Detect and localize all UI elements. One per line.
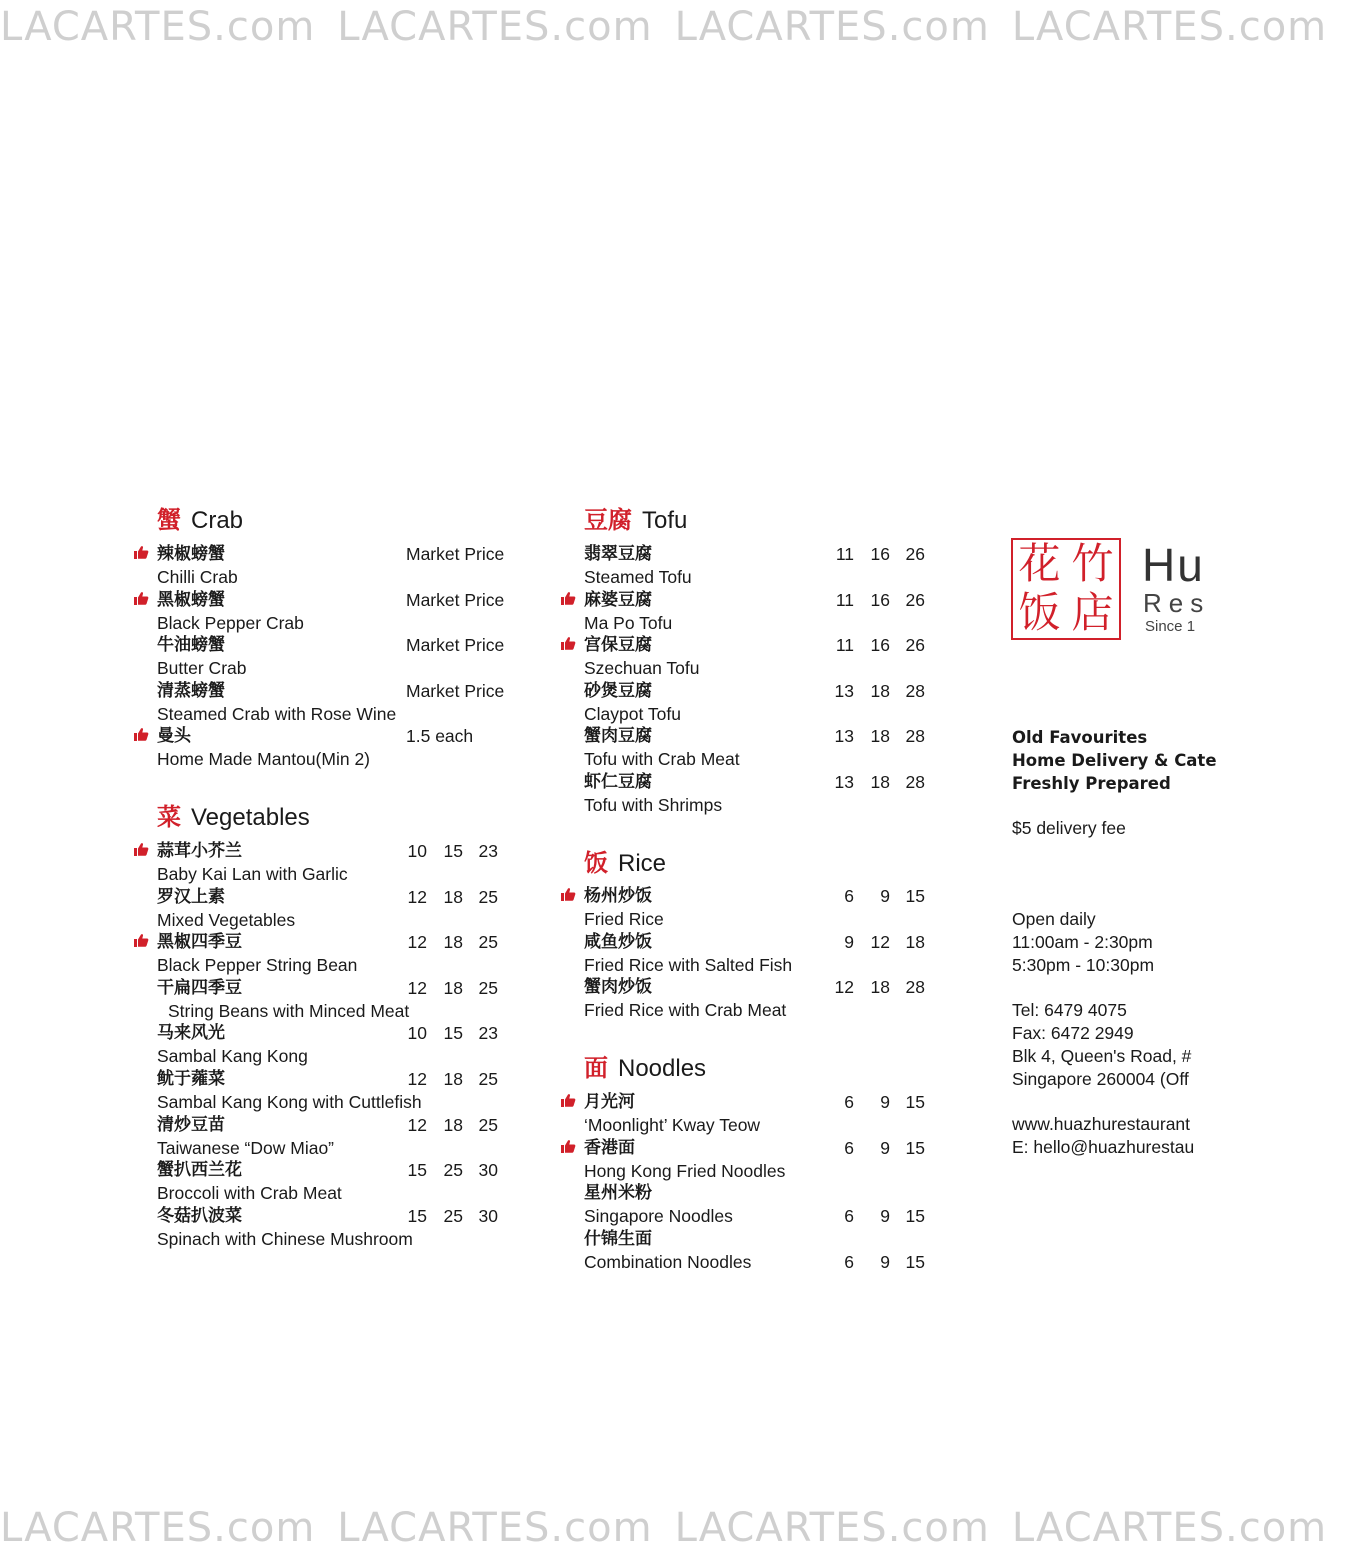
- section-heading-tofu: 豆腐 Tofu: [584, 506, 688, 534]
- price-small: 12: [407, 1069, 427, 1089]
- price-medium: 18: [443, 886, 463, 907]
- section-heading-noodles: 面 Noodles: [584, 1054, 707, 1082]
- dish-name-chinese: 宫保豆腐: [584, 635, 652, 656]
- dish-name-chinese: 咸鱼炒饭: [584, 931, 652, 952]
- price-medium: 16: [870, 589, 890, 610]
- dish-name-chinese: 冬菇扒波菜: [157, 1205, 242, 1226]
- price-medium: 9: [880, 1092, 890, 1112]
- menu-item-vegetables: [157, 886, 557, 932]
- menu-item-vegetables: [157, 1068, 557, 1114]
- dish-name-chinese: 蟹肉豆腐: [584, 726, 652, 747]
- menu-item-vegetables: [157, 840, 557, 886]
- dish-name-english: Szechuan Tofu: [584, 658, 700, 679]
- watermark-top: LACARTES.com LACARTES.com LACARTES.com LACARTES.com: [0, 4, 1328, 50]
- dish-name-english: Home Made Mantou(Min 2): [157, 749, 370, 770]
- dish-name-chinese: 黑椒螃蟹: [157, 589, 225, 610]
- dish-name-chinese: 香港面: [584, 1137, 635, 1158]
- price-large: 25: [478, 1114, 498, 1135]
- menu-item-tofu: [584, 543, 984, 589]
- menu-item-tofu: [584, 725, 984, 771]
- telephone: Tel: 6479 4075: [1012, 1000, 1127, 1020]
- menu-item-crab: [157, 634, 557, 680]
- thumbs-up-icon: [560, 1139, 576, 1153]
- price-small: 6: [844, 1206, 854, 1227]
- dish-price: Market Price: [406, 635, 505, 656]
- dish-name-english: Singapore Noodles: [584, 1206, 733, 1227]
- email-link[interactable]: E: hello@huazhurestau: [1012, 1137, 1195, 1157]
- dish-name-english: Combination Noodles: [584, 1251, 752, 1272]
- price-medium: 9: [880, 886, 890, 906]
- dish-name-chinese: 虾仁豆腐: [584, 772, 652, 792]
- price-large: 25: [478, 1069, 498, 1089]
- price-medium: 18: [443, 1114, 463, 1135]
- price-medium: 16: [870, 544, 890, 564]
- dish-name-chinese: 马来风光: [157, 1023, 225, 1044]
- menu-item-vegetables: [157, 1205, 557, 1251]
- menu-item-crab: [157, 543, 557, 589]
- dish-name-chinese: 牛油螃蟹: [157, 635, 225, 656]
- price-medium: 16: [870, 635, 890, 656]
- dish-name-chinese: 杨州炒饭: [584, 886, 652, 906]
- watermark-bottom: LACARTES.com LACARTES.com LACARTES.com LACARTES.com: [0, 1505, 1328, 1551]
- thumbs-up-icon: [133, 545, 149, 559]
- price-medium: 18: [443, 1069, 463, 1089]
- price-large: 28: [905, 772, 925, 792]
- price-small: 12: [407, 1114, 427, 1135]
- price-medium: 9: [880, 1251, 890, 1272]
- dish-name-chinese: 星州米粉: [584, 1183, 652, 1204]
- dish-price: 1.5 each: [406, 726, 474, 747]
- restaurant-logo: 花 竹 饭 店: [1011, 538, 1121, 640]
- price-small: 11: [835, 544, 854, 564]
- price-small: 6: [844, 1137, 854, 1158]
- dish-name-chinese: 砂煲豆腐: [584, 680, 652, 701]
- section-heading-crab: 蟹 Crab: [157, 506, 244, 534]
- dish-name-chinese: 黑椒四季豆: [157, 932, 242, 953]
- dish-name-english: Broccoli with Crab Meat: [157, 1183, 342, 1204]
- dish-name-english: Mixed Vegetables: [157, 909, 296, 930]
- menu-item-rice: [584, 976, 984, 1022]
- dish-name-english: Sambal Kang Kong: [157, 1046, 308, 1067]
- price-small: 6: [844, 1251, 854, 1272]
- price-small: 9: [844, 931, 854, 952]
- dish-name-chinese: 罗汉上素: [157, 886, 225, 907]
- delivery-fee: $5 delivery fee: [1012, 818, 1126, 838]
- price-medium: 12: [870, 931, 890, 952]
- price-medium: 9: [880, 1206, 890, 1227]
- price-large: 25: [478, 977, 498, 998]
- section-heading-vegetables: 菜 Vegetables: [157, 803, 310, 831]
- dish-name-chinese: 月光河: [584, 1092, 635, 1112]
- menu-item-rice: [584, 931, 984, 977]
- price-large: 30: [478, 1205, 498, 1226]
- dish-name-english: Steamed Crab with Rose Wine: [157, 703, 397, 724]
- dish-name-english: Spinach with Chinese Mushroom: [157, 1228, 413, 1249]
- menu-item-tofu: [584, 680, 984, 726]
- menu-item-rice: [584, 885, 984, 931]
- price-small: 13: [834, 680, 854, 701]
- menu-item-vegetables: [157, 1159, 557, 1205]
- price-small: 11: [835, 589, 854, 610]
- dish-name-english: Taiwanese “Dow Miao”: [157, 1137, 335, 1158]
- menu-item-crab: [157, 680, 557, 726]
- restaurant-subtitle: Res: [1143, 588, 1211, 618]
- price-large: 28: [905, 680, 925, 701]
- price-small: 10: [407, 1023, 427, 1044]
- menu-item-noodles: [584, 1228, 984, 1274]
- dish-name-chinese: 清炒豆苗: [157, 1114, 225, 1135]
- price-small: 6: [844, 886, 854, 906]
- price-large: 30: [478, 1160, 498, 1181]
- price-small: 12: [407, 932, 427, 953]
- dish-name-english: Sambal Kang Kong with Cuttlefish: [157, 1092, 422, 1112]
- dish-name-chinese: 鱿于蕹菜: [157, 1069, 225, 1089]
- dish-name-english: Fried Rice with Salted Fish: [584, 954, 793, 975]
- price-small: 13: [834, 726, 854, 747]
- menu-item-noodles: [584, 1182, 984, 1228]
- price-large: 15: [905, 886, 925, 906]
- menu-item-vegetables: [157, 931, 557, 977]
- menu-item-crab: [157, 589, 557, 635]
- price-medium: 25: [443, 1205, 463, 1226]
- thumbs-up-icon: [560, 887, 576, 901]
- price-small: 11: [835, 635, 854, 656]
- dish-name-chinese: 麻婆豆腐: [584, 589, 652, 610]
- price-small: 15: [407, 1160, 427, 1181]
- dish-name-english: Claypot Tofu: [584, 703, 681, 724]
- menu-item-vegetables: [157, 977, 557, 1023]
- section-heading-rice: 饭 Rice: [584, 849, 667, 877]
- thumbs-up-icon: [560, 1093, 576, 1107]
- price-small: 12: [407, 977, 427, 998]
- dish-name-english: Fried Rice: [584, 909, 664, 929]
- dish-name-chinese: 清蒸螃蟹: [157, 680, 225, 701]
- price-medium: 18: [870, 680, 890, 701]
- price-small: 6: [844, 1092, 854, 1112]
- menu-item-noodles: [584, 1091, 984, 1137]
- menu-item-tofu: [584, 771, 984, 817]
- dish-name-english: Ma Po Tofu: [584, 612, 673, 633]
- price-medium: 18: [870, 772, 890, 792]
- dish-name-chinese: 蒜茸小芥兰: [157, 841, 242, 861]
- dish-name-chinese: 干扁四季豆: [157, 977, 242, 998]
- price-large: 15: [905, 1092, 925, 1112]
- dish-name-english: Black Pepper Crab: [157, 612, 304, 633]
- restaurant-since: Since 1: [1145, 618, 1196, 635]
- menu-item-crab: [157, 725, 557, 771]
- thumbs-up-icon: [560, 636, 576, 650]
- menu-item-vegetables: [157, 1022, 557, 1068]
- price-large: 26: [905, 544, 925, 564]
- price-small: 12: [407, 886, 427, 907]
- dish-name-chinese: 曼头: [157, 726, 191, 747]
- price-small: 12: [834, 977, 854, 998]
- price-medium: 18: [870, 726, 890, 747]
- dish-name-chinese: 辣椒螃蟹: [157, 544, 225, 564]
- price-medium: 18: [870, 977, 890, 998]
- thumbs-up-icon: [133, 591, 149, 605]
- thumbs-up-icon: [560, 591, 576, 605]
- menu-item-noodles: [584, 1137, 984, 1183]
- dish-name-english: Black Pepper String Bean: [157, 955, 358, 976]
- thumbs-up-icon: [133, 727, 149, 741]
- thumbs-up-icon: [133, 842, 149, 856]
- tagline-home-delivery: Home Delivery & Cate: [1012, 751, 1217, 770]
- price-small: 15: [407, 1205, 427, 1226]
- fax: Fax: 6472 2949: [1012, 1023, 1134, 1043]
- dish-name-english: Fried Rice with Crab Meat: [584, 1000, 787, 1021]
- dish-name-english: Baby Kai Lan with Garlic: [157, 864, 348, 884]
- menu-item-tofu: [584, 634, 984, 680]
- dish-price: Market Price: [406, 680, 505, 701]
- tagline-freshly-prepared: Freshly Prepared: [1012, 774, 1171, 793]
- dish-name-english: Chilli Crab: [157, 567, 238, 587]
- price-large: 15: [905, 1206, 925, 1227]
- dish-price: Market Price: [406, 544, 505, 564]
- opening-hours-lunch: 11:00am - 2:30pm: [1012, 932, 1153, 952]
- thumbs-up-icon: [133, 933, 149, 947]
- price-large: 28: [905, 726, 925, 747]
- price-medium: 15: [443, 841, 463, 861]
- address-line-2: Singapore 260004 (Off: [1012, 1069, 1189, 1089]
- price-large: 23: [478, 1023, 498, 1044]
- price-medium: 15: [443, 1023, 463, 1044]
- menu-item-tofu: [584, 589, 984, 635]
- price-medium: 18: [443, 932, 463, 953]
- website-link[interactable]: www.huazhurestaurant: [1012, 1114, 1191, 1134]
- price-large: 26: [905, 589, 925, 610]
- menu-item-vegetables: [157, 1114, 557, 1160]
- tagline-old-favourites: Old Favourites: [1012, 728, 1148, 747]
- dish-name-english: String Beans with Minced Meat: [168, 1000, 410, 1021]
- price-medium: 25: [443, 1160, 463, 1181]
- opening-hours-dinner: 5:30pm - 10:30pm: [1012, 955, 1155, 975]
- price-large: 15: [905, 1137, 925, 1158]
- restaurant-name: Hu: [1142, 539, 1205, 591]
- price-large: 28: [905, 977, 925, 998]
- price-small: 10: [407, 841, 427, 861]
- address-line-1: Blk 4, Queen's Road, #: [1012, 1046, 1192, 1066]
- price-large: 26: [905, 635, 925, 656]
- dish-name-english: Tofu with Crab Meat: [584, 749, 740, 770]
- dish-name-chinese: 什锦生面: [584, 1228, 652, 1249]
- dish-name-english: Hong Kong Fried Noodles: [584, 1160, 786, 1181]
- price-large: 23: [478, 841, 498, 861]
- dish-name-chinese: 蟹扒西兰花: [157, 1160, 242, 1181]
- price-large: 25: [478, 886, 498, 907]
- dish-name-english: Butter Crab: [157, 658, 247, 679]
- dish-name-english: ‘Moonlight’ Kway Teow: [584, 1115, 761, 1135]
- price-small: 13: [834, 772, 854, 792]
- dish-name-chinese: 翡翠豆腐: [584, 544, 652, 564]
- dish-name-chinese: 蟹肉炒饭: [584, 977, 652, 998]
- price-medium: 9: [880, 1137, 890, 1158]
- opening-days: Open daily: [1012, 909, 1096, 929]
- price-medium: 18: [443, 977, 463, 998]
- price-large: 18: [905, 931, 925, 952]
- dish-name-english: Steamed Tofu: [584, 567, 692, 587]
- price-large: 25: [478, 932, 498, 953]
- dish-name-english: Tofu with Shrimps: [584, 795, 723, 815]
- dish-price: Market Price: [406, 589, 505, 610]
- price-large: 15: [905, 1251, 925, 1272]
